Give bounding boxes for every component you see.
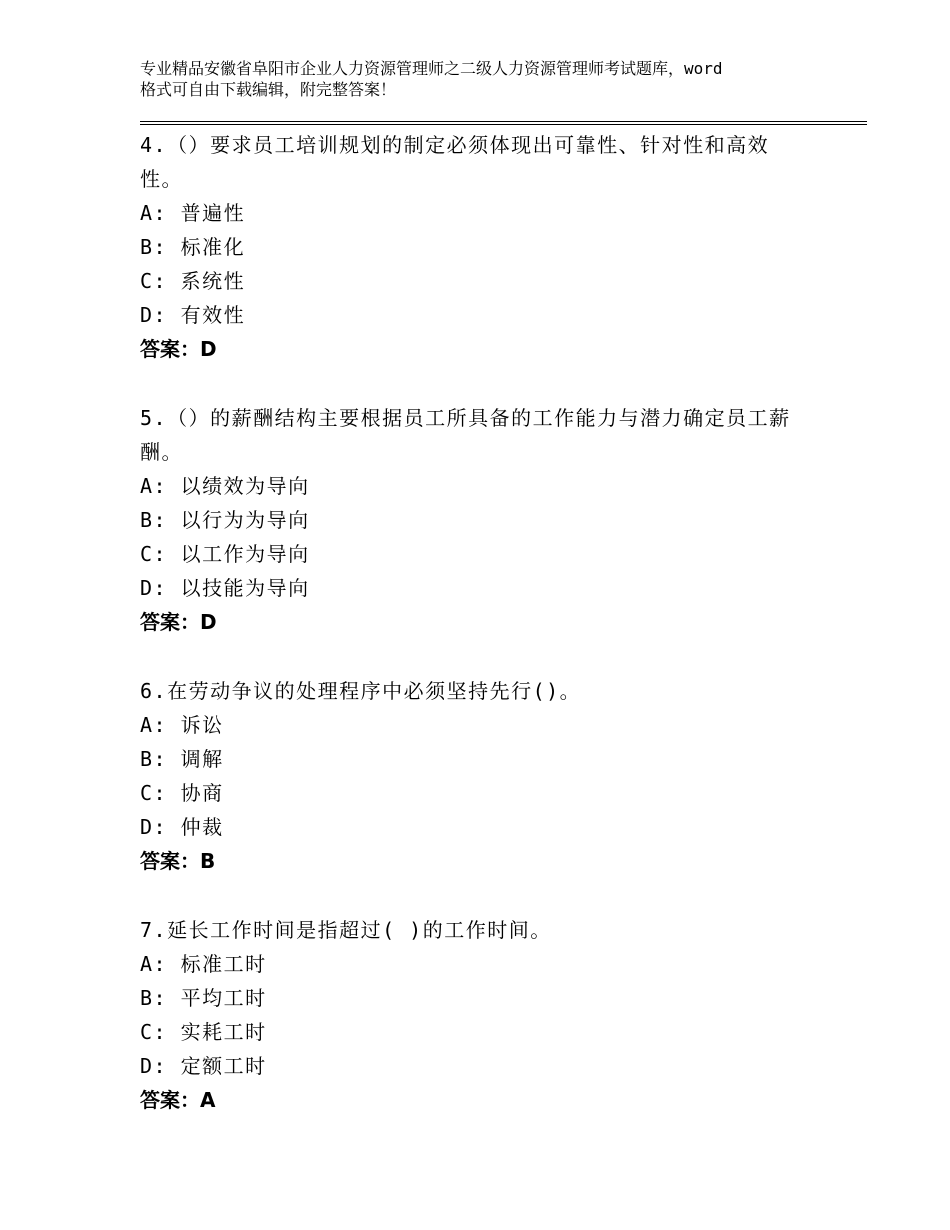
question-5 bbox=[140, 401, 840, 639]
document-header bbox=[140, 58, 840, 100]
question-list bbox=[140, 128, 840, 1117]
option-d: D: 定额工时 bbox=[140, 1054, 267, 1078]
header-line-2: 格式可自由下载编辑，附完整答案！ bbox=[140, 80, 397, 99]
option-d: D: 仲裁 bbox=[140, 815, 224, 839]
question-stem-line: 性。 bbox=[140, 167, 183, 191]
option-a: A: 以绩效为导向 bbox=[140, 474, 310, 498]
question-stem-line: 7.延长工作时间是指超过( )的工作时间。 bbox=[140, 918, 552, 942]
option-b: B: 以行为为导向 bbox=[140, 508, 310, 532]
question-stem-line: 酬。 bbox=[140, 440, 183, 464]
answer: 答案：A bbox=[140, 1088, 216, 1112]
option-c: C: 协商 bbox=[140, 781, 224, 805]
question-7 bbox=[140, 913, 840, 1117]
header-rule-top bbox=[140, 121, 867, 122]
answer: 答案：D bbox=[140, 610, 217, 634]
option-a: A: 诉讼 bbox=[140, 713, 224, 737]
option-d: D: 有效性 bbox=[140, 303, 246, 327]
option-a: A: 普遍性 bbox=[140, 201, 246, 225]
option-d: D: 以技能为导向 bbox=[140, 576, 310, 600]
header-line-1: 专业精品安徽省阜阳市企业人力资源管理师之二级人力资源管理师考试题库，word bbox=[140, 59, 723, 78]
option-a: A: 标准工时 bbox=[140, 952, 267, 976]
option-b: B: 调解 bbox=[140, 747, 224, 771]
header-rule-bottom bbox=[140, 124, 867, 125]
question-6 bbox=[140, 674, 840, 878]
question-4 bbox=[140, 128, 840, 366]
option-b: B: 平均工时 bbox=[140, 986, 267, 1010]
option-c: C: 以工作为导向 bbox=[140, 542, 310, 566]
option-b: B: 标准化 bbox=[140, 235, 246, 259]
answer: 答案：D bbox=[140, 337, 217, 361]
answer: 答案：B bbox=[140, 849, 216, 873]
question-stem-line: 4.（）要求员工培训规划的制定必须体现出可靠性、针对性和高效 bbox=[140, 133, 770, 157]
question-stem-line: 5.（）的薪酬结构主要根据员工所具备的工作能力与潜力确定员工薪 bbox=[140, 406, 791, 430]
option-c: C: 实耗工时 bbox=[140, 1020, 267, 1044]
option-c: C: 系统性 bbox=[140, 269, 246, 293]
question-stem-line: 6.在劳动争议的处理程序中必须坚持先行()。 bbox=[140, 679, 582, 703]
